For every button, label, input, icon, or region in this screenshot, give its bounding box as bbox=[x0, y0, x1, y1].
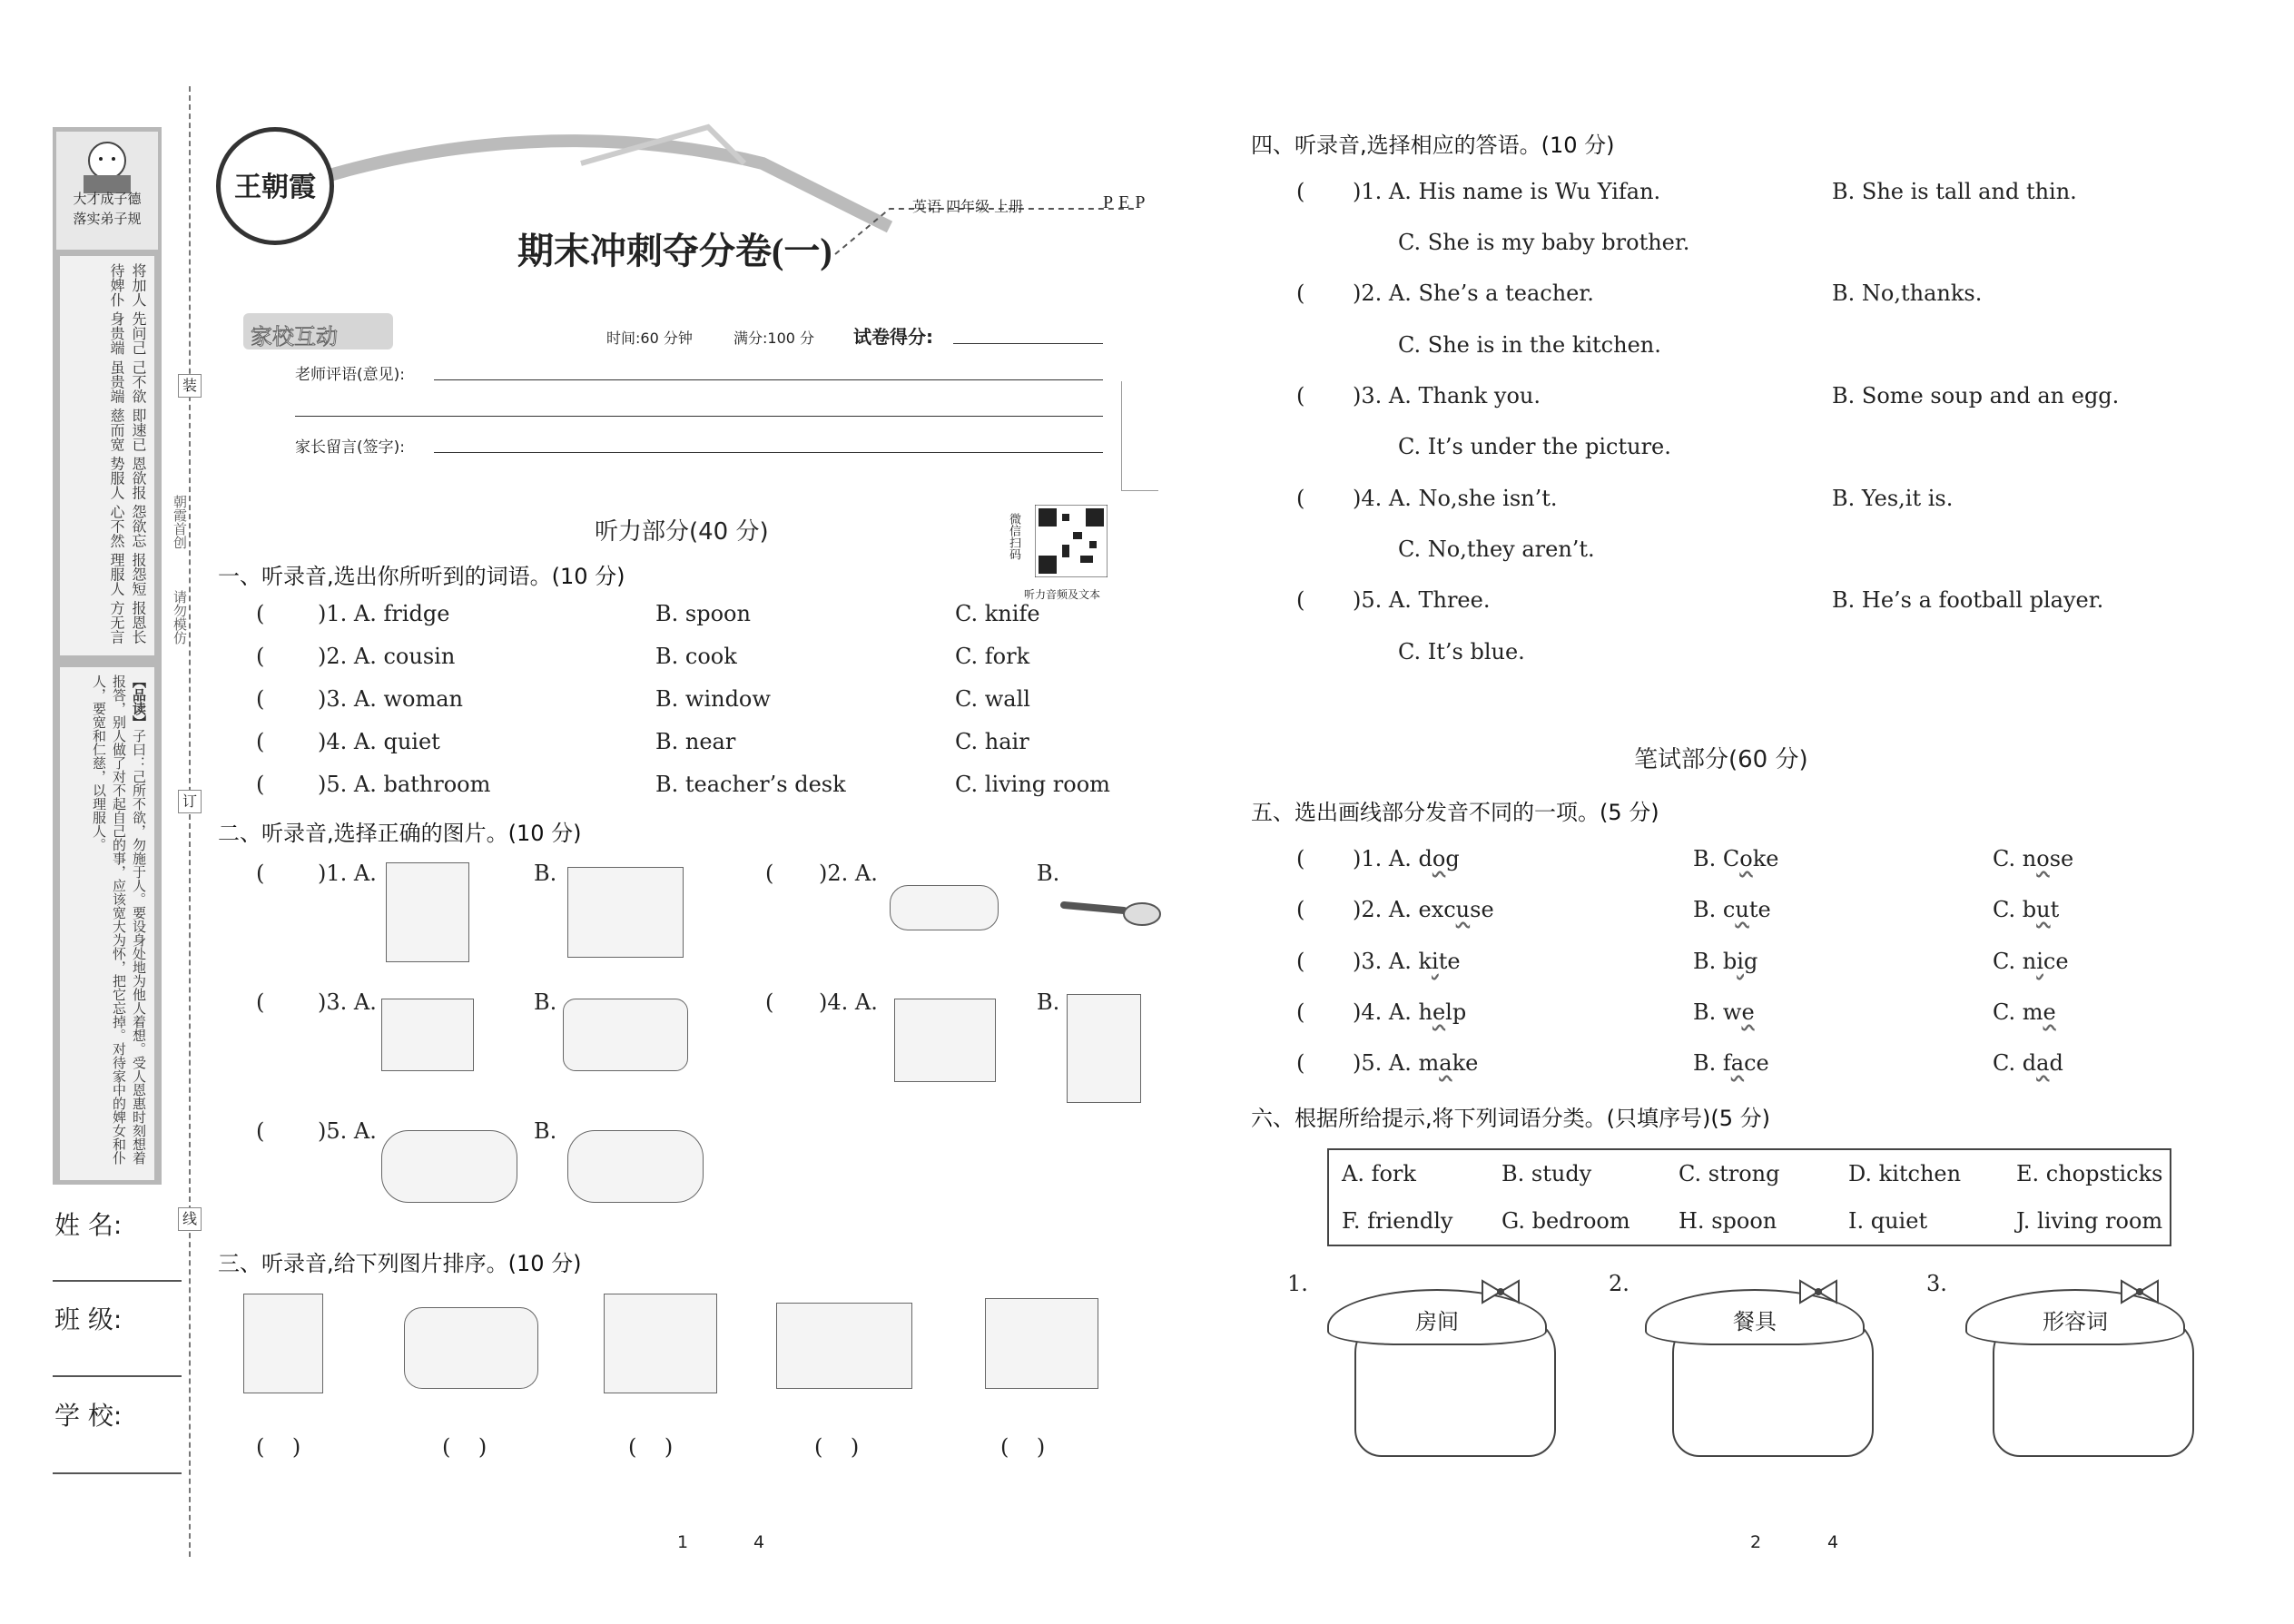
picture-girl-blackboard[interactable] bbox=[894, 999, 996, 1082]
s5-option-c-3 bbox=[1993, 949, 2069, 974]
motto-line-2: 落实弟子规 bbox=[73, 211, 142, 227]
picture-teacher[interactable] bbox=[243, 1294, 323, 1393]
listening-title: 听力部分(40 分) bbox=[595, 518, 769, 546]
underlined-letter: a bbox=[1730, 1050, 1745, 1076]
teacher-comment-line-2[interactable] bbox=[295, 416, 1103, 417]
picture-sofa[interactable] bbox=[563, 999, 688, 1071]
answer-paren[interactable]: ( bbox=[1296, 179, 1305, 204]
s4-option-b-5: B. He’s a football player. bbox=[1832, 587, 2104, 613]
answer-paren[interactable]: ( bbox=[1296, 587, 1305, 613]
s2-label-2b: B. bbox=[1037, 861, 1060, 886]
s1-item-1: )1. A. fridge bbox=[318, 601, 450, 626]
word-h: H. spoon bbox=[1679, 1208, 1777, 1234]
word-part: B. c bbox=[1693, 897, 1736, 922]
word-part: B. w bbox=[1693, 999, 1742, 1025]
pep-tag: PEP bbox=[1103, 192, 1151, 212]
answer-paren[interactable]: ( bbox=[1296, 897, 1305, 922]
s1-option-c-1: C. knife bbox=[955, 601, 1040, 626]
word-part: C. n bbox=[1993, 846, 2037, 871]
s4-option-c-4: C. No,they aren’t. bbox=[1398, 536, 1595, 562]
writing-title: 笔试部分(60 分) bbox=[1634, 746, 1808, 773]
cut-char-1: 装 bbox=[178, 374, 202, 398]
page-title: 期末冲刺夺分卷(一) bbox=[517, 231, 832, 271]
underlined-letter: a bbox=[2036, 1050, 2050, 1076]
note-original: 朝霞首创 bbox=[172, 495, 188, 549]
score-label: 试卷得分: bbox=[853, 326, 933, 348]
qr-caption: 听力音频及文本 bbox=[1024, 588, 1101, 601]
word-f: F. friendly bbox=[1342, 1208, 1453, 1234]
s1-item-4: )4. A. quiet bbox=[318, 729, 440, 754]
mascot-icon bbox=[56, 132, 158, 195]
word-part: g bbox=[1743, 949, 1758, 974]
answer-paren[interactable]: ( bbox=[1296, 949, 1305, 974]
underlined-letter: o bbox=[2036, 846, 2050, 871]
pot-number-2: 2. bbox=[1609, 1271, 1629, 1296]
answer-paren[interactable]: ( bbox=[256, 772, 265, 797]
answer-paren[interactable]: ( bbox=[256, 729, 265, 754]
cut-char-3: 线 bbox=[178, 1207, 202, 1231]
s4-option-c-1: C. She is my baby brother. bbox=[1398, 230, 1690, 255]
s1-option-b-5: B. teacher’s desk bbox=[655, 772, 846, 797]
s5-item-5 bbox=[1353, 1050, 1478, 1076]
s5-option-c-5 bbox=[1993, 1050, 2063, 1076]
word-part: h bbox=[1418, 999, 1433, 1025]
home-school-label: 家校互动 bbox=[251, 324, 338, 349]
picture-man-reading[interactable] bbox=[386, 862, 469, 962]
s5-num: )1. A. bbox=[1353, 846, 1419, 871]
s5-option-b-4 bbox=[1693, 999, 1755, 1025]
picture-farmer[interactable] bbox=[567, 867, 684, 958]
word-part: C. b bbox=[1993, 897, 2037, 922]
s1-item-5: )5. A. bathroom bbox=[318, 772, 491, 797]
section2-title: 二、听录音,选择正确的图片。(10 分) bbox=[218, 821, 582, 846]
s1-item-2: )2. A. cousin bbox=[318, 644, 456, 669]
answer-paren[interactable]: ( bbox=[765, 989, 774, 1015]
word-part: exc bbox=[1418, 897, 1456, 922]
s1-option-b-3: B. window bbox=[655, 686, 771, 712]
s5-item-2 bbox=[1353, 897, 1494, 922]
class-field-line[interactable] bbox=[53, 1375, 182, 1377]
parent-note-line[interactable] bbox=[434, 452, 1103, 453]
answer-paren[interactable]: ( bbox=[1296, 281, 1305, 306]
underlined-letter: o bbox=[1739, 846, 1753, 871]
s5-option-b-3 bbox=[1693, 949, 1757, 974]
picture-noodles-fish[interactable] bbox=[381, 1130, 517, 1203]
word-part: te bbox=[1438, 949, 1461, 974]
cut-line bbox=[189, 86, 191, 1557]
underlined-letter: u bbox=[1735, 897, 1749, 922]
word-part: m bbox=[1418, 1050, 1440, 1076]
underlined-letter: e bbox=[2043, 999, 2056, 1025]
pot-label-3: 形容词 bbox=[2043, 1309, 2108, 1334]
qr-code-icon[interactable] bbox=[1035, 505, 1108, 577]
underlined-letter: e bbox=[1741, 999, 1755, 1025]
exam-full-score: 满分:100 分 bbox=[733, 330, 815, 347]
answer-paren[interactable]: ( bbox=[256, 1118, 265, 1144]
s1-option-b-2: B. cook bbox=[655, 644, 737, 669]
s2-label-3a: )3. A. bbox=[318, 989, 377, 1015]
underlined-letter: u bbox=[2036, 897, 2051, 922]
underlined-letter: i bbox=[1432, 949, 1439, 974]
word-part: d bbox=[2049, 1050, 2063, 1076]
note-no-copy: 请勿模仿 bbox=[172, 590, 188, 645]
s2-label-5b: B. bbox=[534, 1118, 557, 1144]
s5-option-b-5 bbox=[1693, 1050, 1769, 1076]
word-part: ke bbox=[1452, 1050, 1479, 1076]
word-part: C. n bbox=[1993, 949, 2037, 974]
underlined-letter: i bbox=[1737, 949, 1744, 974]
s1-option-c-3: C. wall bbox=[955, 686, 1030, 712]
brand-logo bbox=[216, 127, 334, 245]
section4-title: 四、听录音,选择相应的答语。(10 分) bbox=[1251, 133, 1615, 158]
word-part: k bbox=[1418, 949, 1433, 974]
page-number-right: 2 bbox=[1750, 1532, 1762, 1552]
word-part: g bbox=[1445, 846, 1460, 871]
word-part: se bbox=[1470, 897, 1494, 922]
s2-label-4a: )4. A. bbox=[819, 989, 878, 1015]
picture-girl-window[interactable] bbox=[1067, 994, 1141, 1103]
word-part: ce bbox=[1744, 1050, 1769, 1076]
subject-tag: 英语 四年级 上册 bbox=[912, 198, 1024, 215]
word-j: J. living room bbox=[2016, 1208, 2163, 1234]
s4-option-c-5: C. It’s blue. bbox=[1398, 639, 1525, 664]
s5-option-c-4 bbox=[1993, 999, 2056, 1025]
underlined-letter: o bbox=[1432, 846, 1446, 871]
bow-icon bbox=[2117, 1278, 2162, 1305]
page-number-left: 1 bbox=[677, 1532, 689, 1552]
s2-label-4b: B. bbox=[1037, 989, 1060, 1015]
answer-paren[interactable]: ( bbox=[1296, 1050, 1305, 1076]
s4-option-b-2: B. No,thanks. bbox=[1832, 281, 1983, 306]
picture-kitchen[interactable] bbox=[776, 1303, 912, 1389]
pot-label-1: 房间 bbox=[1415, 1309, 1459, 1334]
reading-text: 子曰：己所不欲，勿施于人。要设身处地为他人着想。受人恩惠时刻想着报答，别人做了对不起自己的事，应该宽大为怀，把它忘掉。对待家中的婢女和仆人，要宽和仁慈，以理服人。 bbox=[91, 674, 147, 1165]
score-blank[interactable] bbox=[953, 343, 1103, 344]
name-field-line[interactable] bbox=[53, 1280, 182, 1282]
order-paren-1[interactable]: ( ) bbox=[256, 1434, 301, 1460]
s5-option-b-2 bbox=[1693, 897, 1771, 922]
answer-paren[interactable]: ( bbox=[256, 601, 265, 626]
school-field-label: 学 校: bbox=[54, 1401, 123, 1431]
word-part: t bbox=[2050, 897, 2060, 922]
section5-title: 五、选出画线部分发音不同的一项。(5 分) bbox=[1251, 800, 1659, 825]
word-part: C. d bbox=[1993, 1050, 2037, 1076]
exam-time: 时间:60 分钟 bbox=[606, 330, 693, 347]
qr-label: 微信扫码 bbox=[1007, 513, 1020, 560]
section3-title: 三、听录音,给下列图片排序。(10 分) bbox=[218, 1251, 582, 1276]
order-paren-4[interactable]: ( ) bbox=[814, 1434, 860, 1460]
bow-icon bbox=[1796, 1278, 1841, 1305]
s2-label-2a: )2. A. bbox=[819, 861, 878, 886]
word-d: D. kitchen bbox=[1848, 1161, 1962, 1186]
page-total-right: 4 bbox=[1827, 1532, 1839, 1552]
s1-option-b-4: B. near bbox=[655, 729, 736, 754]
word-part: te bbox=[1748, 897, 1771, 922]
school-field-line[interactable] bbox=[53, 1472, 182, 1474]
order-paren-2[interactable]: ( ) bbox=[442, 1434, 487, 1460]
word-c: C. strong bbox=[1679, 1161, 1780, 1186]
section6-title: 六、根据所给提示,将下列词语分类。(只填序号)(5 分) bbox=[1251, 1106, 1770, 1131]
picture-bowl[interactable] bbox=[890, 885, 999, 930]
underlined-letter: e bbox=[1432, 999, 1446, 1025]
word-bank bbox=[1327, 1148, 2171, 1246]
s2-label-1a: )1. A. bbox=[318, 861, 377, 886]
order-paren-5[interactable]: ( ) bbox=[1000, 1434, 1046, 1460]
word-part: C. m bbox=[1993, 999, 2043, 1025]
corner-decoration bbox=[1121, 381, 1158, 491]
word-b: B. study bbox=[1501, 1161, 1592, 1186]
s5-num: )4. A. bbox=[1353, 999, 1419, 1025]
cut-char-2: 订 bbox=[178, 790, 202, 813]
s5-item-3 bbox=[1353, 949, 1461, 974]
bow-icon bbox=[1478, 1278, 1523, 1305]
sidebar-reading bbox=[60, 667, 154, 1180]
underlined-letter: i bbox=[2036, 949, 2043, 974]
word-part: B. C bbox=[1693, 846, 1740, 871]
s5-num: )5. A. bbox=[1353, 1050, 1419, 1076]
s5-option-b-1 bbox=[1693, 846, 1778, 871]
s4-item-1: )1. A. His name is Wu Yifan. bbox=[1353, 179, 1661, 204]
word-part: B. b bbox=[1693, 949, 1738, 974]
s2-label-1b: B. bbox=[534, 861, 557, 886]
sidebar-motto bbox=[56, 189, 158, 229]
picture-table[interactable] bbox=[381, 999, 474, 1071]
s5-option-c-2 bbox=[1993, 897, 2059, 922]
word-i: I. quiet bbox=[1848, 1208, 1928, 1234]
s4-option-b-4: B. Yes,it is. bbox=[1832, 486, 1954, 511]
answer-paren[interactable]: ( bbox=[256, 686, 265, 712]
class-field-label: 班 级: bbox=[54, 1304, 123, 1334]
s4-item-5: )5. A. Three. bbox=[1353, 587, 1491, 613]
teacher-comment-line-1[interactable] bbox=[434, 379, 1103, 380]
word-part: ke bbox=[1752, 846, 1779, 871]
order-paren-3[interactable]: ( ) bbox=[628, 1434, 674, 1460]
teacher-comment-label: 老师评语(意见): bbox=[295, 366, 405, 384]
picture-boy-light[interactable] bbox=[604, 1294, 717, 1393]
word-part: ce bbox=[2043, 949, 2069, 974]
pot-number-1: 1. bbox=[1287, 1271, 1308, 1296]
section1-title: 一、听录音,选出你所听到的词语。(10 分) bbox=[218, 564, 625, 589]
answer-paren[interactable]: ( bbox=[1296, 999, 1305, 1025]
s4-item-3: )3. A. Thank you. bbox=[1353, 383, 1541, 408]
word-e: E. chopsticks bbox=[2016, 1161, 2163, 1186]
answer-paren[interactable]: ( bbox=[1296, 486, 1305, 511]
answer-paren[interactable]: ( bbox=[765, 861, 774, 886]
s1-option-b-1: B. spoon bbox=[655, 601, 751, 626]
s4-option-c-3: C. It’s under the picture. bbox=[1398, 434, 1671, 459]
s4-option-b-3: B. Some soup and an egg. bbox=[1832, 383, 2120, 408]
answer-paren[interactable]: ( bbox=[1296, 846, 1305, 871]
picture-rice-fish[interactable] bbox=[567, 1130, 704, 1203]
s4-item-4: )4. A. No,she isn’t. bbox=[1353, 486, 1558, 511]
s5-num: )2. A. bbox=[1353, 897, 1419, 922]
parent-note-label: 家长留言(签字): bbox=[295, 438, 405, 457]
name-field-label: 姓 名: bbox=[54, 1210, 123, 1240]
pot-number-3: 3. bbox=[1926, 1271, 1947, 1296]
s4-item-2: )2. A. She’s a teacher. bbox=[1353, 281, 1594, 306]
answer-paren[interactable]: ( bbox=[1296, 383, 1305, 408]
s2-label-5a: )5. A. bbox=[318, 1118, 377, 1144]
reading-label: 【品读】 bbox=[131, 674, 147, 729]
word-a: A. fork bbox=[1342, 1161, 1416, 1186]
s5-item-1 bbox=[1353, 846, 1460, 871]
home-school-badge bbox=[243, 313, 393, 349]
picture-bread-juice[interactable] bbox=[404, 1307, 538, 1389]
s5-option-c-1 bbox=[1993, 846, 2073, 871]
sidebar-verse: 将加人 先问己 己不欲 即速已 恩欲报 怨欲忘 报怨短 报恩长 待婢仆 身贵端 虽贵端 慈而宽 势服人 心不然 理服人 方无言 bbox=[60, 256, 154, 655]
word-part: B. f bbox=[1693, 1050, 1731, 1076]
page-total-left: 4 bbox=[753, 1532, 765, 1552]
s1-option-c-5: C. living room bbox=[955, 772, 1110, 797]
s4-option-b-1: B. She is tall and thin. bbox=[1832, 179, 2077, 204]
pot-label-2: 餐具 bbox=[1733, 1309, 1777, 1334]
underlined-letter: a bbox=[1439, 1050, 1452, 1076]
motto-line-1: 大才成子德 bbox=[73, 191, 142, 207]
s4-option-c-2: C. She is in the kitchen. bbox=[1398, 332, 1661, 358]
s1-option-c-2: C. fork bbox=[955, 644, 1030, 669]
answer-paren[interactable]: ( bbox=[256, 644, 265, 669]
word-part: lp bbox=[1445, 999, 1467, 1025]
s1-item-3: )3. A. woman bbox=[318, 686, 463, 712]
answer-paren[interactable]: ( bbox=[256, 989, 265, 1015]
s5-item-4 bbox=[1353, 999, 1466, 1025]
s1-option-c-4: C. hair bbox=[955, 729, 1029, 754]
word-part: se bbox=[2049, 846, 2074, 871]
brand-name: 王朝霞 bbox=[234, 172, 316, 202]
s5-num: )3. A. bbox=[1353, 949, 1419, 974]
word-g: G. bedroom bbox=[1501, 1208, 1630, 1234]
underlined-letter: u bbox=[1455, 897, 1471, 922]
picture-bedroom[interactable] bbox=[985, 1298, 1098, 1389]
word-part: d bbox=[1418, 846, 1433, 871]
s2-label-3b: B. bbox=[534, 989, 557, 1015]
answer-paren[interactable]: ( bbox=[256, 861, 265, 886]
spoon-icon[interactable] bbox=[1060, 894, 1162, 930]
